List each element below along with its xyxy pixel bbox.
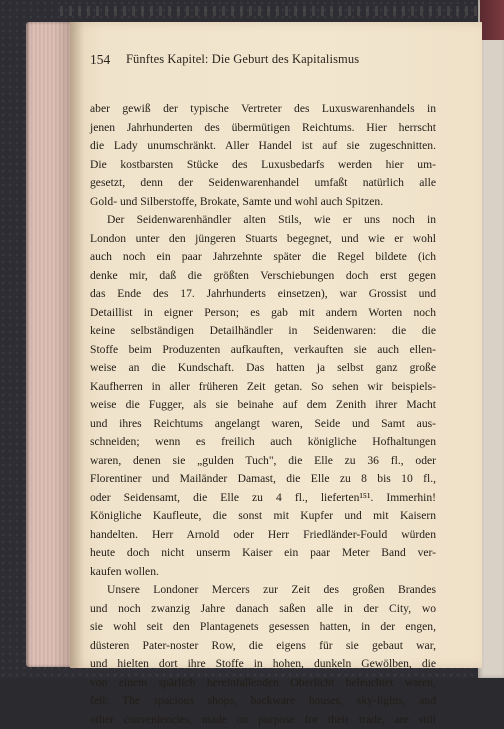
text-line: keine selbständigen Detailhändler in Seidenwaren: die die [90, 322, 436, 341]
text-line: und ihres Reichtums angelangt waren, Seide und Samt aus- [90, 415, 436, 434]
text-line: denke mir, daß die größten Verschiebungen doch erst gegen [90, 267, 436, 286]
text-line: other conveniencies, made on purpose for their trade, are still [90, 711, 436, 729]
text-line: gesetzt, denn der Seidenwarenhandel umfaßt natürlich alle [90, 174, 436, 193]
text-line: aber gewiß der typische Vertreter des Luxuswarenhandels in [90, 100, 436, 119]
text-line: Der Seidenwarenhändler alten Stils, wie er uns noch in [90, 211, 436, 230]
gutter-shadow [70, 22, 84, 668]
text-line: kaufen wollen. [90, 563, 436, 582]
text-line: weise die Fugger, als sie beinahe auf dem Zenith ihrer Macht [90, 396, 436, 415]
paragraph [90, 581, 436, 729]
cover-pattern [60, 6, 480, 16]
text-line: düsteren Pater-noster Row, die eigens für sie gebaut war, [90, 637, 436, 656]
paragraph [90, 211, 436, 581]
text-line: Die kostbarsten Stücke des Luxusbedarfs werden hier um- [90, 156, 436, 175]
text-line: sie wohl seit den Plantagenets gesessen hatten, in der engen, [90, 618, 436, 637]
text-line: London unter den jüngeren Stuarts begegnet, und wie er wohl [90, 230, 436, 249]
text-line: Unsere Londoner Mercers zur Zeit des großen Brandes [90, 581, 436, 600]
text-line: Detaillist in eigner Person; es gab mit andern Worten noch [90, 304, 436, 323]
text-line: und hielten dort ihre Stoffe in hohen, dunkeln Gewölben, die [90, 655, 436, 674]
bookmark-ribbon [480, 0, 504, 40]
text-line: Stoffe beim Produzenten aufkauften, verkauften sie auch ellen- [90, 341, 436, 360]
body-text [90, 100, 436, 729]
text-line: die Lady unumschränkt. Aller Handel ist auf sie zugeschnitten. [90, 137, 436, 156]
text-line: weise an die Kundschaft. Das hatten ja selbst ganz große [90, 359, 436, 378]
running-head: Fünftes Kapitel: Die Geburt des Kapitalismus [126, 52, 359, 67]
text-line: Florentiner und Mailänder Damast, die Elle zu 8 bis 10 fl., [90, 470, 436, 489]
paragraph [90, 100, 436, 211]
page-header [90, 52, 435, 70]
page-edges [26, 22, 72, 667]
text-line: oder Seidensamt, die Elle zu 4 fl., lieferten¹⁵¹. Immerhin! [90, 489, 436, 508]
text-line: heute doch nicht unserm Kaiser ein paar Meter Band ver- [90, 544, 436, 563]
text-line: handelten. Herr Arnold oder Herr Friedländer-Fould würden [90, 526, 436, 545]
text-line: Königliche Kaufleute, die sonst mit Kupfer und mit Kaisern [90, 507, 436, 526]
text-line: auch noch ein paar Jahrzehnte später die Regel bildete (ich [90, 248, 436, 267]
text-line: und noch zwanzig Jahre danach saßen alle in der City, wo [90, 600, 436, 619]
text-line: von einem spärlich hereinfallenden Oberlicht beleuchtet waren, [90, 674, 436, 693]
page-number: 154 [90, 52, 110, 68]
text-line: schneiden; wenn es freilich auch königliche Hofhaltungen [90, 433, 436, 452]
text-line: feil: The spacious shops, backware houses, sky-lights, and [90, 692, 436, 711]
text-line: jenen Jahrhunderten des übermütigen Reichtums. Hier herrscht [90, 119, 436, 138]
text-line: das Ende des 17. Jahrhunderts einsetzen), war Grossist und [90, 285, 436, 304]
text-line: Kaufherren in aller früheren Zeit getan. So sehen wir beispiels- [90, 378, 436, 397]
text-line: waren, denen sie „gulden Tuch", die Elle zu 36 fl., oder [90, 452, 436, 471]
text-line: Gold- und Silberstoffe, Brokate, Samte und wohl auch Spitzen. [90, 193, 436, 212]
